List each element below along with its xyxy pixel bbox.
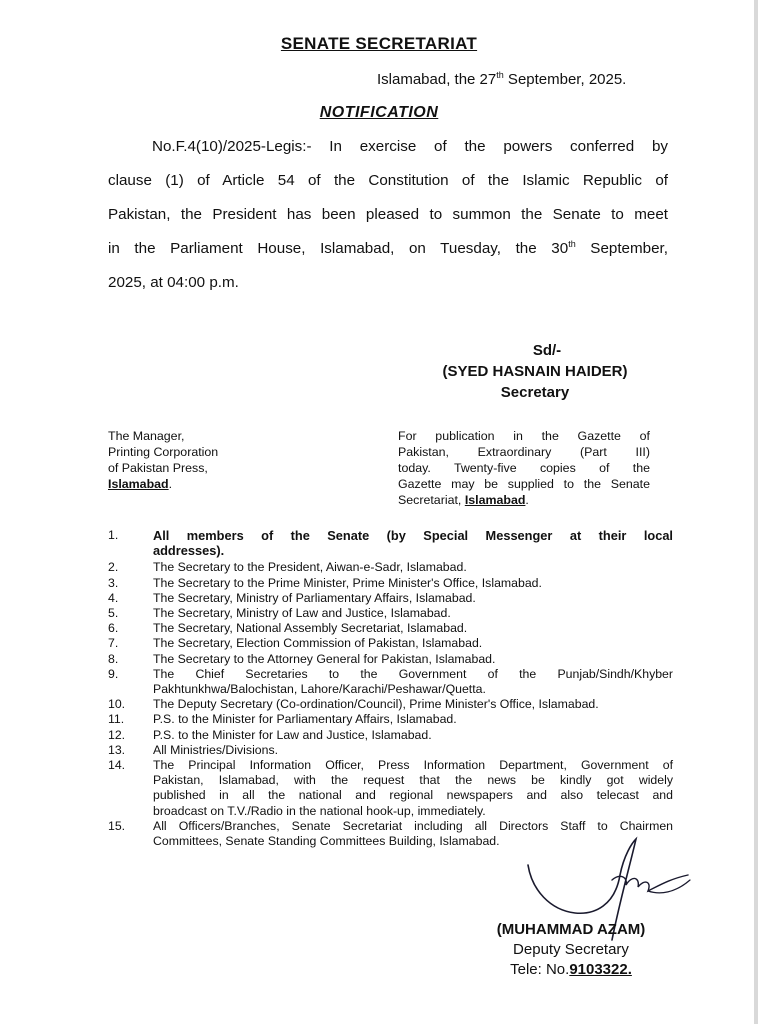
date-line: [377, 70, 626, 88]
date-prefix: Islamabad, the 27: [377, 71, 497, 88]
distribution-item-line: addresses).: [153, 543, 225, 559]
distribution-item-line: The Secretary, Election Commission of Pakistan, Islamabad.: [153, 636, 483, 651]
distribution-item-line: All Officers/Branches, Senate Secretariat including all Directors Staff to Chairmen: [153, 818, 673, 833]
distribution-item-line: The Principal Information Officer, Press Information Department, Government of: [153, 758, 673, 773]
recipient-line-4: [108, 476, 308, 492]
distribution-item-text: [153, 576, 673, 591]
distribution-item-text: [153, 697, 673, 712]
distribution-item-number: 2.: [108, 560, 119, 575]
distribution-item: [108, 560, 673, 575]
date-suffix: September, 2025.: [503, 71, 627, 88]
publication-line-5: [398, 492, 650, 508]
publication-line-3: today. Twenty-five copies of the: [398, 461, 650, 475]
deputy-secretary-phone: [476, 960, 666, 980]
publication-line-4: Gazette may be supplied to the Senate: [398, 477, 650, 491]
deputy-secretary-block: [476, 920, 666, 980]
distribution-item-text: [153, 728, 673, 743]
body-line-3: Pakistan, the President has been pleased to summon the Senate to meet: [108, 206, 668, 223]
phone-number: 9103322.: [569, 961, 632, 978]
distribution-item-text: [153, 758, 673, 819]
body-line-4-suffix: September,: [575, 240, 668, 257]
distribution-item: [108, 697, 673, 712]
recipient-line-2: Printing Corporation: [108, 445, 219, 459]
distribution-item-text: [153, 591, 673, 606]
distribution-item-number: 1.: [108, 528, 119, 542]
body-line-4-superscript: th: [568, 238, 576, 249]
body-line-4: [108, 232, 668, 266]
secretary-signature-block: [400, 340, 670, 403]
notification-title: NOTIFICATION: [319, 104, 439, 121]
distribution-item-line: The Secretary to the Attorney General for Pakistan, Islamabad.: [153, 651, 496, 666]
recipient-line-1: The Manager,: [108, 429, 185, 443]
publication-line-5-prefix: Secretariat,: [398, 493, 465, 507]
publication-line-1: For publication in the Gazette of: [398, 429, 650, 443]
distribution-item-number: 10.: [108, 697, 126, 712]
distribution-item: [108, 743, 673, 758]
distribution-item-text: [153, 636, 673, 651]
organization-heading: SENATE SECRETARIAT: [280, 34, 478, 53]
publication-instruction: [398, 428, 650, 508]
distribution-item: [108, 576, 673, 591]
distribution-item: [108, 758, 673, 819]
recipient-address: [108, 428, 308, 492]
distribution-item: [108, 621, 673, 636]
distribution-item-line: Pakhtunkhwa/Balochistan, Lahore/Karachi/Peshawar/Quetta.: [153, 682, 486, 697]
distribution-item: [108, 636, 673, 651]
sd-mark: Sd/-: [532, 342, 562, 359]
distribution-item-line: The Chief Secretaries to the Government of the Punjab/Sindh/Khyber: [153, 666, 673, 681]
distribution-item-text: [153, 621, 673, 636]
distribution-item-number: 9.: [108, 666, 119, 681]
distribution-item-line: The Secretary, National Assembly Secretariat, Islamabad.: [153, 621, 468, 636]
distribution-item-text: [153, 606, 673, 621]
distribution-item-line: The Secretary to the President, Aiwan-e-Sadr, Islamabad.: [153, 560, 467, 575]
distribution-item: [108, 712, 673, 727]
distribution-item-line: P.S. to the Minister for Law and Justice, Islamabad.: [153, 727, 432, 742]
secretary-name: (SYED HASNAIN HAIDER): [442, 363, 628, 380]
distribution-item-line: All Ministries/Divisions.: [153, 742, 279, 757]
body-line-2: clause (1) of Article 54 of the Constitution of the Islamic Republic of: [108, 172, 668, 189]
distribution-item-text: [153, 528, 673, 558]
distribution-item: [108, 528, 673, 558]
distribution-item-number: 5.: [108, 606, 119, 621]
recipient-line-3: of Pakistan Press,: [108, 461, 208, 475]
body-line-5: 2025, at 04:00 p.m.: [108, 274, 239, 291]
distribution-item-line: The Secretary to the Prime Minister, Prime Minister's Office, Islamabad.: [153, 575, 542, 590]
distribution-item-number: 7.: [108, 636, 119, 651]
distribution-item-text: [153, 667, 673, 697]
notification-body: [108, 130, 668, 300]
deputy-secretary-name: (MUHAMMAD AZAM): [496, 921, 646, 938]
body-line-4-prefix: in the Parliament House, Islamabad, on Tuesday, the 30: [108, 240, 569, 257]
distribution-item: [108, 591, 673, 606]
distribution-item: [108, 606, 673, 621]
date-superscript: th: [496, 70, 504, 80]
distribution-item-line: All members of the Senate (by Special Messenger at their local: [153, 528, 673, 543]
distribution-list: [108, 528, 673, 849]
recipient-city-suffix: .: [168, 477, 173, 491]
distribution-item-line: published in all the national and regional newspapers and also telecast and: [153, 788, 673, 803]
publication-line-2: Pakistan, Extraordinary (Part III): [398, 445, 650, 459]
secretary-designation: Secretary: [500, 384, 570, 401]
distribution-item-text: [153, 652, 673, 667]
distribution-item-line: broadcast on T.V./Radio in the national hook-up, immediately.: [153, 803, 486, 818]
distribution-item-line: Pakistan, Islamabad, with the request that the news be kindly got widely: [153, 773, 673, 788]
distribution-item-line: The Secretary, Ministry of Law and Justice, Islamabad.: [153, 606, 451, 621]
distribution-item-line: The Deputy Secretary (Co-ordination/Council), Prime Minister's Office, Islamabad.: [153, 697, 599, 712]
scan-edge: [754, 0, 758, 1024]
distribution-item-number: 8.: [108, 651, 119, 666]
recipient-city: Islamabad: [108, 477, 169, 491]
distribution-item: [108, 728, 673, 743]
distribution-item-number: 3.: [108, 575, 119, 590]
distribution-item-number: 15.: [108, 818, 126, 833]
distribution-item-number: 13.: [108, 742, 126, 757]
distribution-item-line: Committees, Senate Standing Committees Building, Islamabad.: [153, 834, 500, 849]
distribution-item-number: 12.: [108, 727, 126, 742]
distribution-item-number: 11.: [108, 712, 125, 727]
phone-prefix: Tele: No.: [510, 961, 570, 978]
distribution-item-line: The Secretary, Ministry of Parliamentary Affairs, Islamabad.: [153, 590, 476, 605]
body-line-1: No.F.4(10)/2025-Legis:- In exercise of the powers conferred by: [152, 138, 668, 155]
distribution-item-text: [153, 743, 673, 758]
distribution-item: [108, 652, 673, 667]
distribution-item-text: [153, 712, 673, 727]
distribution-item: [108, 667, 673, 697]
distribution-item-number: 6.: [108, 621, 119, 636]
publication-city-suffix: .: [525, 493, 529, 507]
distribution-item-number: 4.: [108, 590, 119, 605]
distribution-item-line: P.S. to the Minister for Parliamentary Affairs, Islamabad.: [153, 712, 457, 727]
deputy-secretary-designation: Deputy Secretary: [513, 941, 629, 958]
distribution-item-text: [153, 560, 673, 575]
publication-city: Islamabad: [464, 493, 526, 507]
distribution-item-number: 14.: [108, 758, 126, 773]
